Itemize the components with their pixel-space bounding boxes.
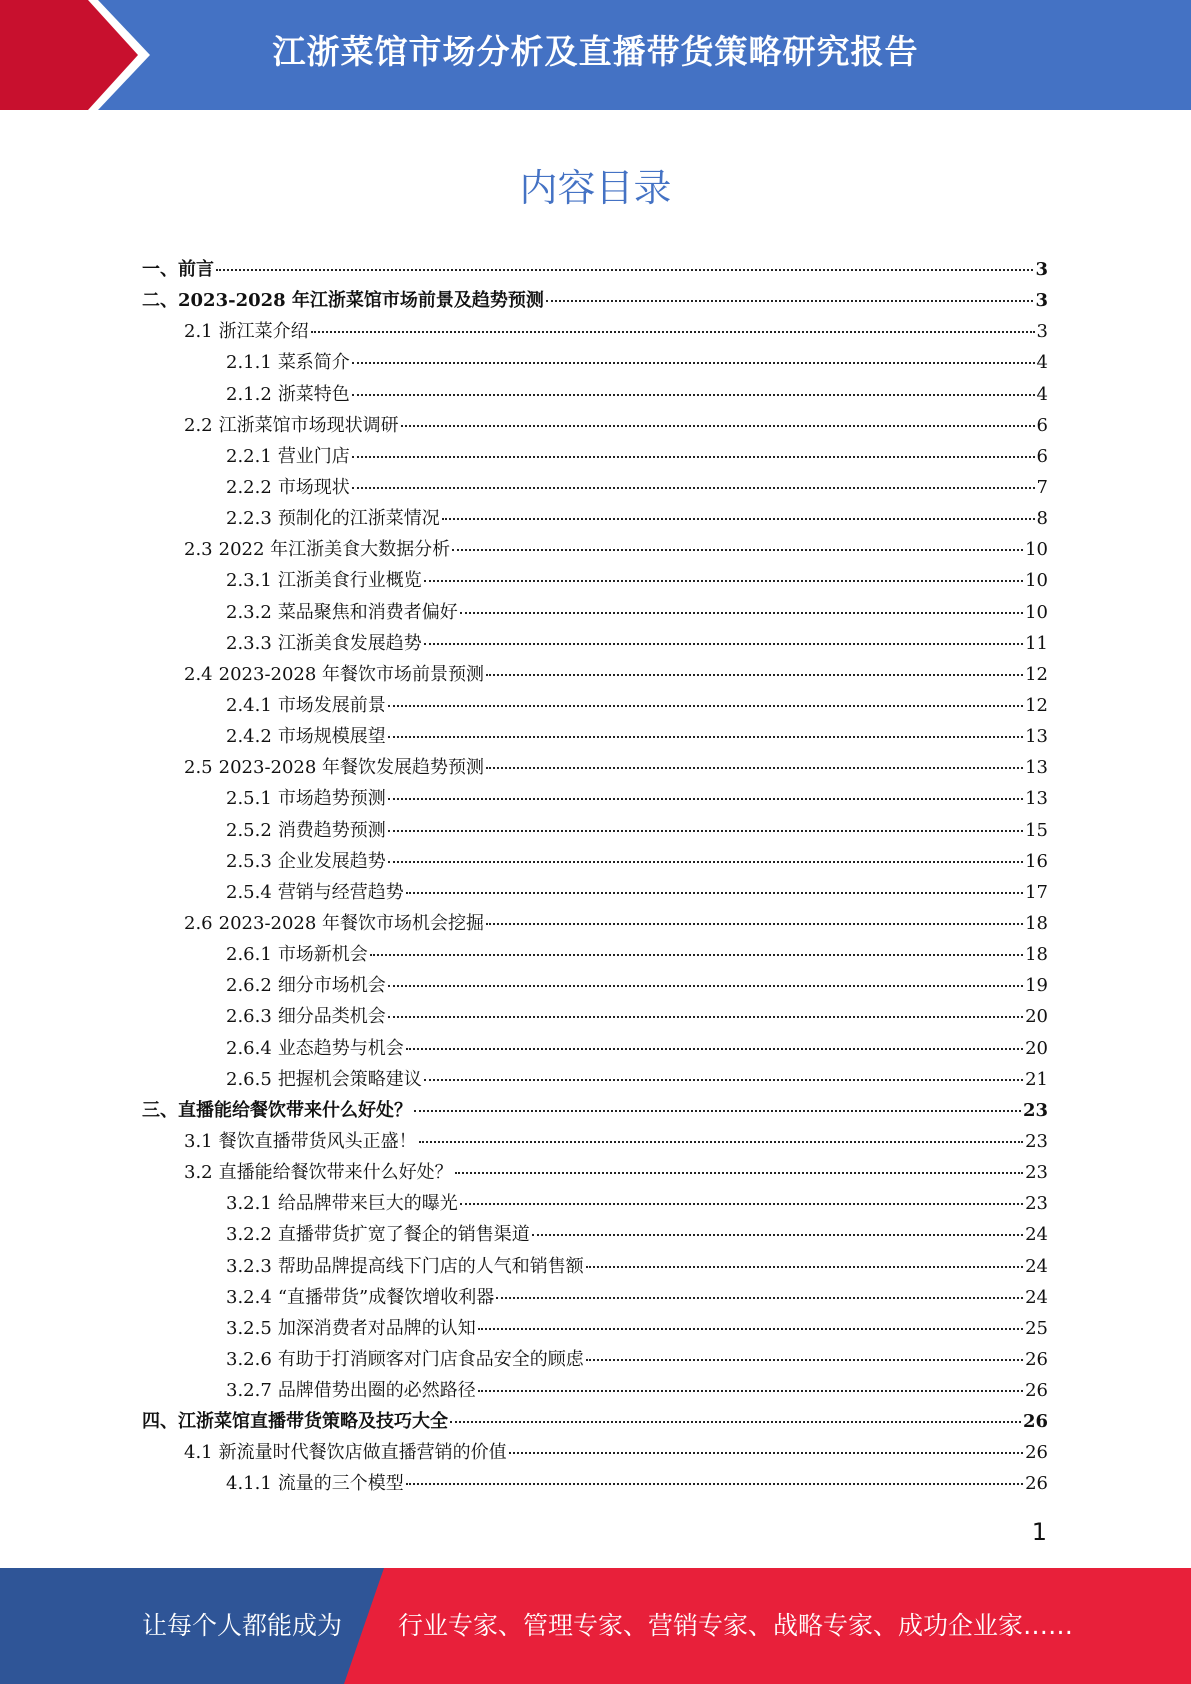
toc-entry-number: 2.6.1	[226, 944, 272, 966]
toc-leader-dots	[352, 456, 1035, 458]
toc-entry-page: 23	[1025, 1130, 1048, 1152]
toc-entry-number: 2.6.4	[226, 1037, 272, 1059]
toc-entry-number: 2.1	[184, 321, 213, 343]
toc-entry-page: 24	[1025, 1224, 1048, 1246]
toc-leader-dots	[586, 1266, 1023, 1268]
toc-leader-dots	[486, 767, 1023, 769]
toc-entry-page: 26	[1022, 1411, 1048, 1433]
toc-entry[interactable]	[142, 908, 1048, 939]
toc-entry-title: 直播带货扩宽了餐企的销售渠道	[277, 1224, 530, 1246]
toc-entry-title: 市场现状	[277, 476, 350, 498]
toc-leader-dots	[388, 736, 1023, 738]
toc-entry[interactable]	[142, 534, 1048, 565]
toc-entry-number: 2.6.2	[226, 975, 272, 997]
toc-leader-dots	[455, 1172, 1023, 1174]
toc-entry-number: 2.3.1	[226, 570, 272, 592]
toc-entry-page: 26	[1025, 1380, 1048, 1402]
toc-entry-title: 直播能给餐饮带来什么好处？	[218, 1162, 453, 1184]
toc-leader-dots	[450, 1421, 1021, 1423]
toc-entry-title: 企业发展趋势	[277, 850, 386, 872]
toc-entry-number: 2.5	[184, 757, 213, 779]
toc-entry-number: 4.1.1	[226, 1473, 272, 1495]
report-header	[0, 0, 1191, 110]
toc-entry-title: 2023-2028 年餐饮发展趋势预测	[218, 757, 485, 779]
toc-entry-page: 6	[1036, 414, 1048, 436]
toc-entry-page: 24	[1025, 1286, 1048, 1308]
toc-entry-title: 江浙菜馆市场现状调研	[218, 414, 399, 436]
toc-entry[interactable]	[142, 285, 1048, 316]
toc-entry-title: 浙江菜介绍	[218, 321, 309, 343]
toc-entry[interactable]	[142, 597, 1048, 628]
toc-entry-number: 3.2.3	[226, 1255, 272, 1277]
toc-entry-title: 菜品聚焦和消费者偏好	[277, 601, 458, 623]
toc-leader-dots	[352, 394, 1035, 396]
toc-entry[interactable]	[142, 565, 1048, 596]
toc-entry-title: 把握机会策略建议	[277, 1068, 422, 1090]
toc-entry-number: 2.4	[184, 663, 213, 685]
toc-entry-page: 3	[1035, 259, 1048, 280]
toc-entry-number: 3.2.4	[226, 1286, 272, 1308]
toc-entry[interactable]	[142, 1188, 1048, 1219]
toc-entry-page: 13	[1025, 757, 1048, 779]
toc-entry[interactable]	[142, 1251, 1048, 1282]
toc-entry-page: 24	[1025, 1255, 1048, 1277]
toc-entry[interactable]	[142, 1095, 1048, 1126]
toc-entry-title: 江浙美食行业概览	[277, 570, 422, 592]
toc-entry-number: 一、	[142, 259, 178, 280]
toc-entry-number: 三、	[142, 1099, 178, 1121]
toc-entry-number: 2.4.1	[226, 694, 272, 716]
toc-entry-page: 10	[1025, 570, 1048, 592]
toc-heading: 内容目录	[519, 166, 672, 210]
footer-slogan-right: 行业专家、管理专家、营销专家、战略专家、成功企业家……	[398, 1611, 1074, 1640]
toc-entry-page: 13	[1025, 788, 1048, 810]
toc-entry-title: 流量的三个模型	[277, 1473, 404, 1495]
toc-entry-page: 19	[1025, 975, 1048, 997]
toc-entry-title: 浙菜特色	[277, 383, 350, 405]
toc-entry-title: 细分品类机会	[277, 1006, 386, 1028]
toc-leader-dots	[388, 1016, 1023, 1018]
toc-entry-title: 前言	[178, 259, 214, 280]
toc-entry[interactable]	[142, 1375, 1048, 1406]
toc-leader-dots	[216, 269, 1033, 271]
toc-entry-number: 3.2.5	[226, 1317, 272, 1339]
toc-leader-dots	[406, 892, 1023, 894]
toc-entry-title: 2022 年江浙美食大数据分析	[218, 539, 451, 561]
toc-entry-title: 消费趋势预测	[277, 819, 386, 841]
toc-entry[interactable]	[142, 254, 1048, 285]
toc-entry-page: 20	[1025, 1037, 1048, 1059]
toc-entry-title: 新流量时代餐饮店做直播营销的价值	[218, 1442, 507, 1464]
toc-entry[interactable]	[142, 1157, 1048, 1188]
toc-leader-dots	[586, 1359, 1023, 1361]
toc-entry[interactable]	[142, 1344, 1048, 1375]
toc-entry[interactable]	[142, 783, 1048, 814]
footer-slogan-left: 让每个人都能成为	[142, 1611, 343, 1640]
toc-leader-dots	[406, 1483, 1023, 1485]
toc-entry-page: 17	[1025, 881, 1048, 903]
toc-entry-page: 3	[1036, 321, 1048, 343]
toc-entry-title: 菜系简介	[277, 352, 350, 374]
toc-leader-dots	[401, 425, 1035, 427]
toc-entry-title: 江浙菜馆直播带货策略及技巧大全	[178, 1411, 448, 1433]
toc-entry[interactable]	[142, 690, 1048, 721]
toc-entry-number: 2.3	[184, 539, 213, 561]
toc-entry-page: 10	[1025, 539, 1048, 561]
toc-entry-page: 26	[1025, 1473, 1048, 1495]
toc-entry-number: 2.5.3	[226, 850, 272, 872]
toc-entry-title: 2023-2028 年餐饮市场前景预测	[218, 663, 485, 685]
toc-leader-dots	[388, 798, 1023, 800]
toc-entry-title: 有助于打消顾客对门店食品安全的顾虑	[277, 1348, 584, 1370]
toc-entry[interactable]	[142, 472, 1048, 503]
toc-entry-title: 2023-2028 年江浙菜馆市场前景及趋势预测	[178, 290, 544, 312]
toc-leader-dots	[442, 518, 1035, 520]
toc-entry-title: 品牌借势出圈的必然路径	[277, 1380, 476, 1402]
toc-entry-number: 3.1	[184, 1130, 213, 1152]
toc-entry-page: 23	[1022, 1099, 1048, 1121]
toc-entry-title: 2023-2028 年餐饮市场机会挖掘	[218, 912, 485, 934]
toc-entry-page: 21	[1025, 1068, 1048, 1090]
toc-entry-title: 细分市场机会	[277, 975, 386, 997]
toc-entry-number: 2.5.2	[226, 819, 272, 841]
toc-entry-page: 7	[1036, 476, 1048, 498]
toc-entry[interactable]	[142, 1282, 1048, 1313]
toc-entry-title: 营销与经营趋势	[277, 881, 404, 903]
toc-entry-title: 市场趋势预测	[277, 788, 386, 810]
toc-entry-page: 23	[1025, 1193, 1048, 1215]
toc-leader-dots	[486, 674, 1023, 676]
toc-entry-number: 3.2.6	[226, 1348, 272, 1370]
toc-entry-page: 11	[1025, 632, 1048, 654]
toc-entry[interactable]	[142, 1064, 1048, 1095]
toc-entry-title: 市场规模展望	[277, 726, 386, 748]
toc-leader-dots	[452, 549, 1023, 551]
toc-entry-number: 2.2.1	[226, 445, 272, 467]
report-title: 江浙菜馆市场分析及直播带货策略研究报告	[272, 32, 919, 71]
toc-entry-title: 帮助品牌提高线下门店的人气和销售额	[277, 1255, 584, 1277]
toc-entry-title: 直播能给餐饮带来什么好处？	[178, 1099, 412, 1121]
toc-entry-page: 26	[1025, 1442, 1048, 1464]
toc-entry-title: 市场新机会	[277, 944, 368, 966]
toc-entry-number: 二、	[142, 290, 178, 312]
toc-entry-number: 2.3.2	[226, 601, 272, 623]
toc-leader-dots	[486, 923, 1023, 925]
toc-entry[interactable]	[142, 1406, 1048, 1437]
toc-entry-page: 15	[1025, 819, 1048, 841]
toc-entry-page: 6	[1036, 445, 1048, 467]
toc-entry-page: 4	[1036, 352, 1048, 374]
toc-entry-number: 4.1	[184, 1442, 213, 1464]
page-footer	[0, 1568, 1191, 1684]
toc-entry-number: 2.2	[184, 414, 213, 436]
toc-entry[interactable]	[142, 659, 1048, 690]
toc-entry-title: 加深消费者对品牌的认知	[277, 1317, 476, 1339]
toc-entry-title: “直播带货”成餐饮增收利器	[277, 1286, 495, 1308]
toc-entry[interactable]	[142, 1437, 1048, 1468]
toc-leader-dots	[546, 300, 1034, 302]
toc-entry-page: 18	[1025, 944, 1048, 966]
toc-entry[interactable]	[142, 970, 1048, 1001]
toc-entry-title: 营业门店	[277, 445, 350, 467]
toc-leader-dots	[406, 1048, 1023, 1050]
toc-leader-dots	[478, 1328, 1023, 1330]
toc-entry-title: 给品牌带来巨大的曝光	[277, 1193, 458, 1215]
toc-leader-dots	[352, 487, 1035, 489]
toc-leader-dots	[424, 580, 1023, 582]
toc-entry-number: 3.2.1	[226, 1193, 272, 1215]
toc-leader-dots	[509, 1452, 1023, 1454]
toc-entry[interactable]	[142, 1313, 1048, 1344]
toc-entry[interactable]	[142, 503, 1048, 534]
toc-entry-page: 18	[1025, 912, 1048, 934]
toc-entry[interactable]	[142, 877, 1048, 908]
toc-entry-title: 业态趋势与机会	[277, 1037, 404, 1059]
toc-entry-page: 4	[1036, 383, 1048, 405]
toc-entry-number: 3.2.7	[226, 1380, 272, 1402]
toc-leader-dots	[460, 612, 1023, 614]
toc-leader-dots	[419, 1141, 1023, 1143]
page-number: 1	[1031, 1518, 1047, 1546]
toc-entry-number: 2.5.1	[226, 788, 272, 810]
toc-leader-dots	[424, 643, 1023, 645]
toc-entry[interactable]	[142, 846, 1048, 877]
toc-entry-number: 2.2.3	[226, 508, 272, 530]
toc-entry-page: 3	[1035, 290, 1048, 312]
toc-entry[interactable]	[142, 316, 1048, 347]
toc-leader-dots	[370, 954, 1023, 956]
toc-entry[interactable]	[142, 441, 1048, 472]
toc-entry-page: 23	[1025, 1162, 1048, 1184]
toc-entry-page: 16	[1025, 850, 1048, 872]
toc-entry-page: 12	[1025, 663, 1048, 685]
toc-entry-page: 13	[1025, 726, 1048, 748]
toc-entry-page: 25	[1025, 1317, 1048, 1339]
toc-entry-page: 8	[1036, 508, 1048, 530]
toc-entry[interactable]	[142, 379, 1048, 410]
toc-leader-dots	[460, 1203, 1023, 1205]
toc-entry[interactable]	[142, 1126, 1048, 1157]
toc-entry[interactable]	[142, 1033, 1048, 1064]
toc-entry[interactable]	[142, 628, 1048, 659]
toc-entry-number: 2.4.2	[226, 726, 272, 748]
toc-entry-page: 12	[1025, 694, 1048, 716]
toc-entry-number: 2.2.2	[226, 476, 272, 498]
toc-leader-dots	[388, 861, 1023, 863]
table-of-contents	[142, 254, 1048, 1500]
toc-leader-dots	[414, 1110, 1021, 1112]
toc-entry-page: 10	[1025, 601, 1048, 623]
toc-entry-number: 3.2	[184, 1162, 213, 1184]
toc-entry-number: 2.1.1	[226, 352, 272, 374]
toc-entry-title: 餐饮直播带货风头正盛！	[218, 1130, 417, 1152]
toc-entry-number: 2.1.2	[226, 383, 272, 405]
toc-entry[interactable]	[142, 1219, 1048, 1250]
toc-leader-dots	[532, 1234, 1023, 1236]
toc-leader-dots	[388, 830, 1023, 832]
toc-entry-title: 市场发展前景	[277, 694, 386, 716]
toc-leader-dots	[388, 705, 1023, 707]
toc-entry-page: 26	[1025, 1348, 1048, 1370]
toc-entry[interactable]	[142, 939, 1048, 970]
toc-leader-dots	[388, 985, 1023, 987]
toc-entry-title: 江浙美食发展趋势	[277, 632, 422, 654]
toc-entry[interactable]	[142, 1001, 1048, 1032]
toc-entry[interactable]	[142, 410, 1048, 441]
toc-entry[interactable]	[142, 721, 1048, 752]
toc-leader-dots	[478, 1390, 1023, 1392]
toc-leader-dots	[352, 362, 1035, 364]
toc-entry[interactable]	[142, 1468, 1048, 1499]
toc-entry-number: 2.5.4	[226, 881, 272, 903]
toc-leader-dots	[496, 1297, 1023, 1299]
toc-entry-number: 2.6.5	[226, 1068, 272, 1090]
toc-entry-number: 2.6.3	[226, 1006, 272, 1028]
toc-entry-page: 20	[1025, 1006, 1048, 1028]
toc-entry-number: 3.2.2	[226, 1224, 272, 1246]
toc-leader-dots	[311, 331, 1035, 333]
toc-entry[interactable]	[142, 347, 1048, 378]
toc-leader-dots	[424, 1079, 1023, 1081]
toc-entry[interactable]	[142, 815, 1048, 846]
toc-entry-number: 2.3.3	[226, 632, 272, 654]
toc-entry-title: 预制化的江浙菜情况	[277, 508, 440, 530]
toc-entry[interactable]	[142, 752, 1048, 783]
toc-entry-number: 四、	[142, 1411, 178, 1433]
toc-entry-number: 2.6	[184, 912, 213, 934]
